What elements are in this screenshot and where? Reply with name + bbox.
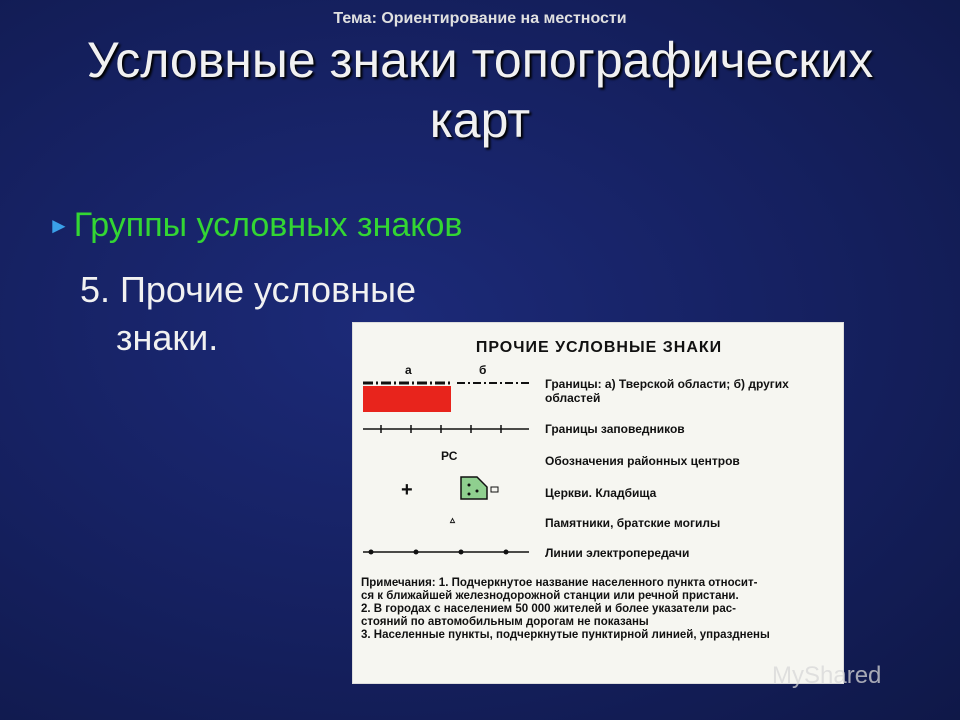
legend-note-line: Примечания: 1. Подчеркнутое название населенного пункта относит- <box>361 577 758 589</box>
topic-label: Тема: Ориентирование на местности <box>333 10 627 27</box>
sub-item-line2: знаки. <box>116 317 219 358</box>
legend-row-5-label: Памятники, братские могилы <box>545 516 721 530</box>
slide-title: Условные знаки топографических карт <box>86 32 874 148</box>
legend-note-line: 2. В городах с населением 50 000 жителей и более указатели рас- <box>361 603 736 615</box>
cemetery-icon <box>457 473 501 501</box>
church-icon: + <box>401 479 413 501</box>
legend-notes <box>361 577 841 642</box>
bullet-item <box>48 206 463 245</box>
legend-row-6-label: Линии электропередачи <box>545 546 690 560</box>
region-border-symbol <box>361 377 531 417</box>
bullet-text: Группы условных знаков <box>73 206 463 244</box>
legend-image <box>352 322 844 684</box>
watermark-text: MyShared <box>772 662 882 689</box>
monument-icon: ▵ <box>450 515 456 526</box>
legend-col-b: б <box>479 363 487 377</box>
reserve-border-symbol <box>361 423 531 435</box>
sub-item-line1: 5. Прочие условные <box>80 269 416 310</box>
legend-col-a: а <box>405 363 412 377</box>
legend-title: ПРОЧИЕ УСЛОВНЫЕ ЗНАКИ <box>475 339 723 356</box>
legend-row-4-label: Церкви. Кладбища <box>545 486 657 500</box>
watermark <box>772 662 881 690</box>
region-fill-swatch <box>363 386 451 412</box>
legend-row-1-label: Границы: а) Тверской области; б) других <box>545 377 789 391</box>
legend-row-1-label-2: областей <box>545 391 601 405</box>
legend-note-line: стояний по автомобильным дорогам не показаны <box>361 616 649 628</box>
legend-row-1 <box>545 377 789 405</box>
district-center-mark: РС <box>441 449 458 463</box>
power-line-symbol <box>361 547 531 557</box>
legend-note-line: 3. Населенные пункты, подчеркнутые пунктирной линией, упразднены <box>361 629 770 641</box>
legend-row-3-label: Обозначения районных центров <box>545 454 740 468</box>
legend-note-line: ся к ближайшей железнодорожной станции или речной пристани. <box>361 590 739 602</box>
legend-row-2-label: Границы заповедников <box>545 422 685 436</box>
triangle-bullet-icon: ► <box>48 212 70 238</box>
